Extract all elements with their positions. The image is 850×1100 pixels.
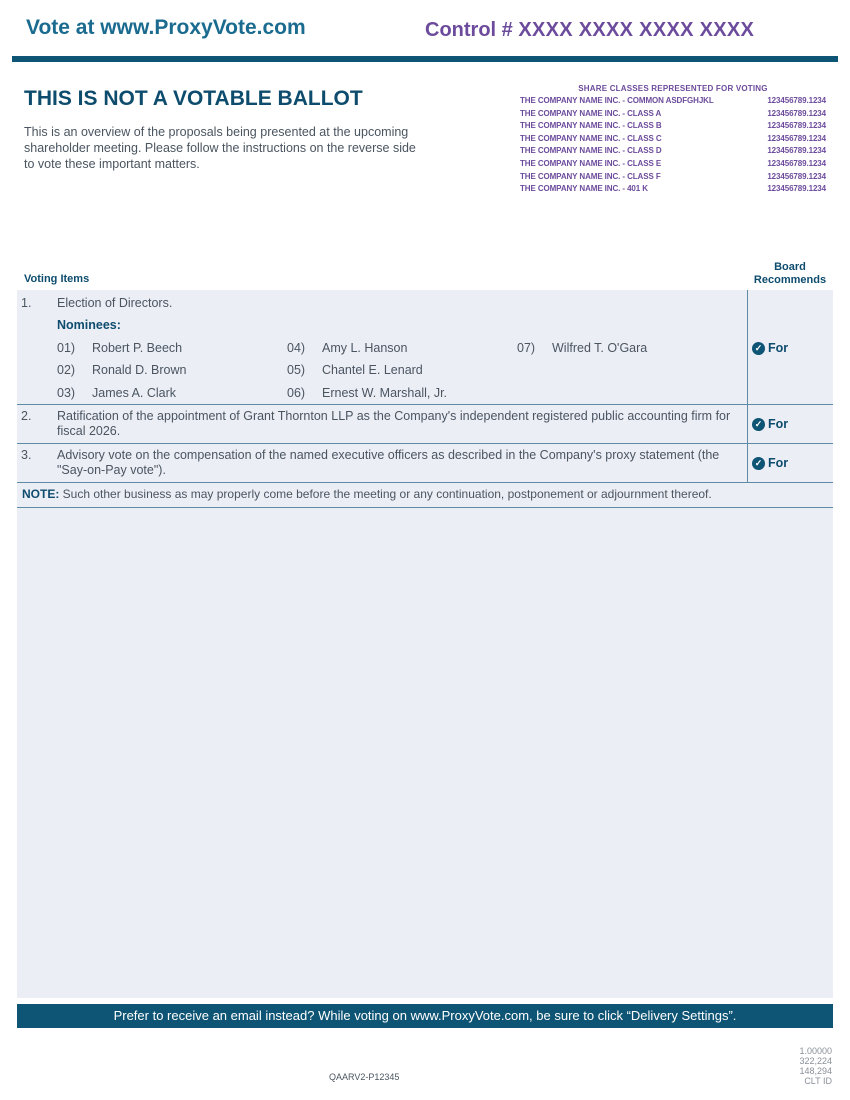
share-class-row — [520, 171, 826, 184]
column-divider — [747, 405, 748, 444]
recommendation-label: For — [768, 341, 789, 355]
page-title: THIS IS NOT A VOTABLE BALLOT — [24, 87, 363, 110]
share-classes-panel — [520, 84, 826, 196]
share-class-row — [520, 145, 826, 158]
nominee — [57, 341, 182, 355]
control-label: Control # — [425, 19, 513, 41]
share-class-name: THE COMPANY NAME INC. - CLASS F — [520, 171, 661, 181]
share-class-name: THE COMPANY NAME INC. - CLASS E — [520, 158, 662, 168]
check-circle-icon: ✓ — [752, 342, 765, 355]
item-text: Ratification of the appointment of Grant Thornton LLP as the Company's independent registered public accounting firm for fiscal 2026. — [57, 409, 731, 438]
column-divider — [747, 444, 748, 483]
nominee-name: Ernest W. Marshall, Jr. — [322, 386, 448, 400]
nominee-number: 05) — [287, 363, 306, 377]
item-number: 2. — [21, 409, 32, 423]
share-class-name: THE COMPANY NAME INC. - CLASS C — [520, 133, 662, 143]
id-line: 148,294 — [799, 1066, 832, 1076]
share-class-row — [520, 120, 826, 133]
nominee-name: James A. Clark — [92, 386, 177, 400]
document-ids — [799, 1046, 832, 1086]
share-classes-heading: SHARE CLASSES REPRESENTED FOR VOTING — [578, 84, 768, 93]
board-recommendation — [752, 456, 788, 470]
nominee — [287, 363, 423, 377]
check-circle-icon: ✓ — [752, 457, 765, 470]
nominee-number: 07) — [517, 341, 536, 355]
control-number-value: XXXX XXXX XXXX XXXX — [518, 19, 755, 41]
share-class-row — [520, 183, 826, 196]
item-number: 3. — [21, 448, 32, 462]
nominee-number: 04) — [287, 341, 306, 355]
share-class-name: THE COMPANY NAME INC. - CLASS A — [520, 108, 662, 118]
nominee-name: Chantel E. Lenard — [322, 363, 423, 377]
document-code: QAARV2-P12345 — [329, 1072, 400, 1082]
nominee — [57, 386, 176, 400]
nominee-name: Robert P. Beech — [92, 341, 183, 355]
nominee-number: 01) — [57, 341, 76, 355]
item-number: 1. — [21, 296, 32, 310]
share-class-name: THE COMPANY NAME INC. - COMMON ASDFGHJKL — [520, 96, 714, 105]
intro-text: This is an overview of the proposals being presented at the upcoming shareholder meeting. Please follow the instructions on the reverse side to vote these important matters. — [24, 125, 416, 171]
email-delivery-banner: Prefer to receive an email instead? While voting on www.ProxyVote.com, be sure to click “Delivery Settings”. — [17, 1004, 833, 1028]
nominee — [287, 341, 407, 355]
control-number — [425, 19, 754, 42]
id-line: CLT ID — [804, 1076, 832, 1086]
nominee-number: 06) — [287, 386, 306, 400]
note-label: NOTE: — [22, 487, 60, 501]
nominee-name: Amy L. Hanson — [322, 341, 408, 355]
nominee-name: Ronald D. Brown — [92, 363, 187, 377]
recommendation-label: For — [768, 417, 789, 431]
id-line: 322,224 — [799, 1056, 832, 1066]
item-text: Advisory vote on the compensation of the named executive officers as described in the Company's proxy statement (the "Say-on-Pay vote"). — [57, 448, 720, 477]
id-line: 1.00000 — [799, 1046, 832, 1056]
note-row-border — [17, 483, 833, 508]
share-class-value: 123456789.1234 — [767, 146, 826, 156]
note-body: Such other business as may properly come before the meeting or any continuation, postponement or adjournment thereof. — [59, 487, 712, 501]
voting-item — [17, 290, 833, 405]
nominee — [57, 363, 187, 377]
share-class-name: THE COMPANY NAME INC. - CLASS D — [520, 146, 662, 156]
nominee — [287, 386, 447, 400]
share-class-row — [520, 158, 826, 171]
header-divider — [12, 56, 838, 62]
column-divider — [747, 290, 748, 405]
share-class-name: THE COMPANY NAME INC. - CLASS B — [520, 121, 662, 131]
nominees-label: Nominees: — [57, 318, 121, 332]
voting-items-panel — [17, 290, 833, 998]
board-recommendation — [752, 417, 788, 431]
nominee-number: 02) — [57, 363, 76, 377]
share-class-value: 123456789.1234 — [767, 108, 826, 118]
voting-item — [17, 405, 833, 444]
share-class-row — [520, 95, 826, 108]
recommendation-label: For — [768, 456, 789, 470]
share-class-value: 123456789.1234 — [767, 158, 826, 168]
nominee — [517, 341, 647, 355]
voting-items-header: Voting Items — [24, 273, 90, 285]
nominee-name: Wilfred T. O'Gara — [552, 341, 648, 355]
check-circle-icon: ✓ — [752, 418, 765, 431]
board-recommends-header: Board Recommends — [753, 261, 827, 286]
share-class-value: 123456789.1234 — [767, 133, 826, 143]
nominee-number: 03) — [57, 386, 76, 400]
board-recommendation — [752, 341, 788, 355]
item-text: Election of Directors. — [57, 296, 173, 310]
share-class-value: 123456789.1234 — [767, 121, 826, 131]
share-class-value: 123456789.1234 — [767, 184, 826, 194]
vote-url: Vote at www.ProxyVote.com — [26, 16, 306, 39]
share-class-value: 123456789.1234 — [767, 171, 826, 181]
share-class-row — [520, 133, 826, 146]
voting-item — [17, 444, 833, 483]
share-class-value: 123456789.1234 — [767, 96, 826, 105]
share-class-row — [520, 108, 826, 121]
share-class-name: THE COMPANY NAME INC. - 401 K — [520, 184, 648, 194]
